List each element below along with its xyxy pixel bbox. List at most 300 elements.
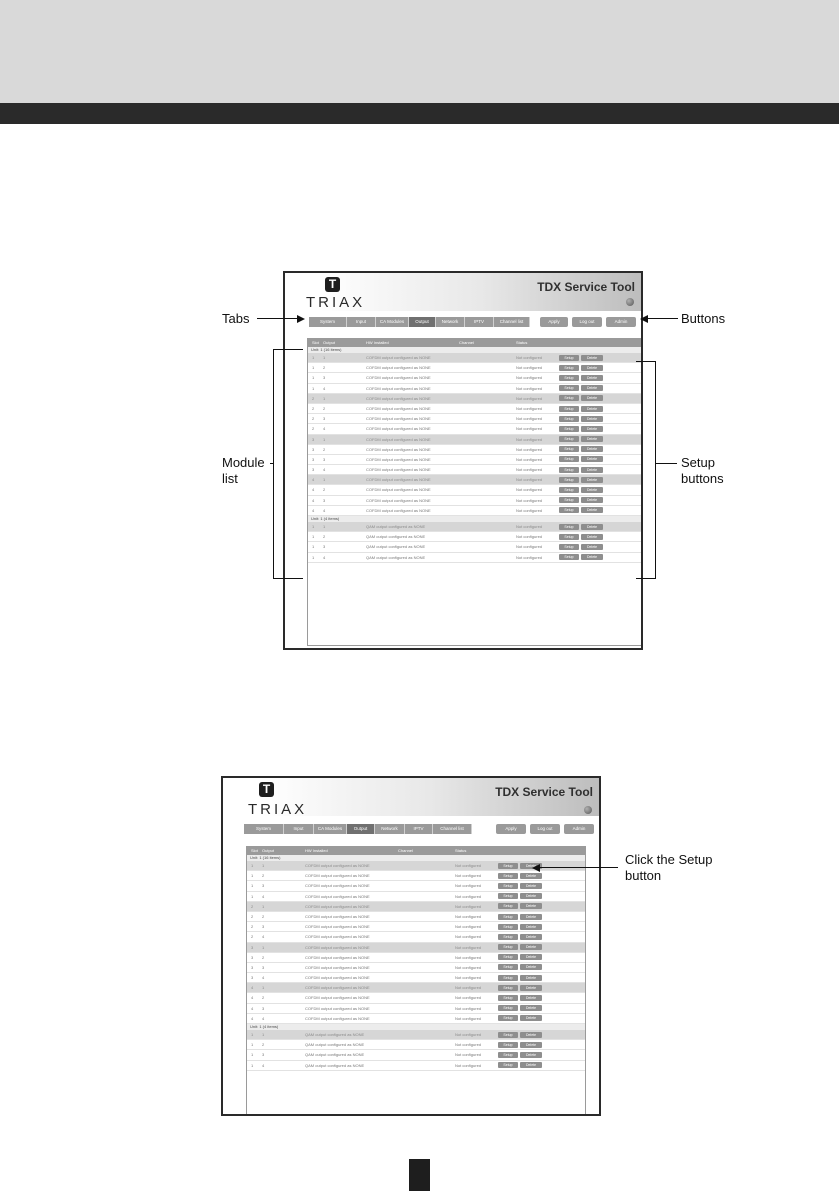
delete-button[interactable]: Delete xyxy=(520,1062,542,1068)
delete-button[interactable]: Delete xyxy=(581,554,603,560)
callout-module-list xyxy=(222,455,265,487)
setup-button[interactable]: Setup xyxy=(498,964,518,970)
table-row xyxy=(308,465,643,475)
cell-output: 4 xyxy=(323,507,326,513)
delete-button[interactable]: Delete xyxy=(581,406,603,412)
cell-slot: 2 xyxy=(312,395,315,401)
setup-button[interactable]: Setup xyxy=(559,534,579,540)
table-row xyxy=(308,363,643,373)
cell-output: 4 xyxy=(323,467,326,473)
bracket-setup-buttons xyxy=(655,361,656,578)
cell-hw-installed: COFDM output configured as NONE xyxy=(366,395,431,401)
cell-status: Not configured xyxy=(455,964,482,970)
setup-button[interactable]: Setup xyxy=(498,1062,518,1068)
cell-output: 4 xyxy=(262,893,265,899)
cell-status: Not configured xyxy=(516,524,543,529)
setup-button[interactable]: Setup xyxy=(498,1005,518,1011)
cell-hw-installed: COFDM output configured as NONE xyxy=(305,863,370,868)
cell-hw-installed: COFDM output configured as NONE xyxy=(366,375,431,381)
cell-hw-installed: COFDM output configured as NONE xyxy=(366,477,431,483)
delete-button[interactable]: Delete xyxy=(520,995,542,1001)
cell-channel xyxy=(398,881,455,890)
cell-slot: 4 xyxy=(251,1015,254,1021)
tab-system[interactable]: System xyxy=(309,317,347,327)
callout-setup-buttons-line2: buttons xyxy=(681,471,724,486)
delete-button[interactable]: Delete xyxy=(520,873,542,879)
cell-hw-installed: COFDM output configured as NONE xyxy=(366,355,431,360)
cell-slot: 4 xyxy=(251,995,254,1001)
row-actions xyxy=(498,892,542,901)
cell-hw-installed: COFDM output configured as NONE xyxy=(305,883,370,889)
delete-button[interactable]: Delete xyxy=(520,975,542,981)
cell-output: 3 xyxy=(262,1052,265,1058)
table-row xyxy=(247,1014,585,1024)
list-header xyxy=(308,339,643,347)
cell-slot: 3 xyxy=(251,975,254,981)
delete-button[interactable]: Delete xyxy=(520,944,542,950)
row-actions xyxy=(498,1030,542,1039)
delete-button[interactable]: Delete xyxy=(581,534,603,540)
delete-button[interactable]: Delete xyxy=(581,456,603,462)
delete-button[interactable]: Delete xyxy=(520,924,542,930)
setup-button[interactable]: Setup xyxy=(498,934,518,940)
table-row xyxy=(247,953,585,963)
setup-button[interactable]: Setup xyxy=(498,1042,518,1048)
delete-button[interactable]: Delete xyxy=(520,964,542,970)
setup-button[interactable]: Setup xyxy=(559,524,579,530)
cell-channel xyxy=(459,553,516,562)
delete-button[interactable]: Delete xyxy=(520,883,542,889)
cell-channel xyxy=(459,532,516,541)
setup-button[interactable]: Setup xyxy=(498,985,518,991)
cell-hw-installed: COFDM output configured as NONE xyxy=(366,426,431,432)
setup-button[interactable]: Setup xyxy=(498,944,518,950)
setup-button[interactable]: Setup xyxy=(498,1032,518,1038)
cell-status: Not configured xyxy=(455,1015,482,1021)
table-row xyxy=(308,506,643,516)
cell-status: Not configured xyxy=(455,893,482,899)
arrow-left-icon xyxy=(532,864,540,872)
row-actions xyxy=(498,922,542,931)
tab-network[interactable]: Network xyxy=(375,824,405,834)
triax-logo-mark: T xyxy=(325,277,340,292)
cell-status: Not configured xyxy=(455,863,482,868)
setup-button[interactable]: Setup xyxy=(498,893,518,899)
cell-output: 3 xyxy=(262,924,265,930)
setup-button[interactable]: Setup xyxy=(498,1015,518,1021)
cell-slot: 1 xyxy=(251,1052,254,1058)
row-actions xyxy=(498,1050,542,1059)
cell-hw-installed: COFDM output configured as NONE xyxy=(366,436,431,442)
cell-output: 3 xyxy=(323,497,326,503)
tab-network[interactable]: Network xyxy=(436,317,465,327)
cell-status: Not configured xyxy=(455,954,482,960)
row-actions xyxy=(498,963,542,972)
cell-hw-installed: COFDM output configured as NONE xyxy=(305,985,370,991)
cell-output: 2 xyxy=(323,365,326,371)
admin-button[interactable]: Admin xyxy=(606,317,636,327)
delete-button[interactable]: Delete xyxy=(520,903,542,909)
cell-output: 1 xyxy=(323,355,326,360)
row-actions xyxy=(498,1004,542,1013)
cell-hw-installed: COFDM output configured as NONE xyxy=(305,924,370,930)
row-actions xyxy=(559,435,603,444)
cell-channel xyxy=(398,912,455,921)
table-row xyxy=(247,1061,585,1071)
cell-output: 4 xyxy=(323,385,326,391)
tab-input[interactable]: Input xyxy=(284,824,314,834)
cell-status: Not configured xyxy=(455,1032,482,1037)
setup-button[interactable]: Setup xyxy=(498,883,518,889)
list-header xyxy=(247,847,585,855)
delete-button[interactable]: Delete xyxy=(581,477,603,483)
cell-channel xyxy=(398,1040,455,1049)
cell-channel xyxy=(398,871,455,880)
button-group xyxy=(496,824,594,834)
tab-channel-list[interactable]: Channel list xyxy=(433,824,472,834)
cell-hw-installed: COFDM output configured as NONE xyxy=(305,1005,370,1011)
cell-slot: 3 xyxy=(312,456,315,462)
tab-output[interactable]: Output xyxy=(347,824,375,834)
cell-status: Not configured xyxy=(455,924,482,930)
cell-hw-installed: COFDM output configured as NONE xyxy=(305,903,370,909)
table-row xyxy=(308,553,643,563)
setup-button[interactable]: Setup xyxy=(498,863,518,869)
cell-slot: 3 xyxy=(312,467,315,473)
delete-button[interactable]: Delete xyxy=(520,954,542,960)
cell-hw-installed: COFDM output configured as NONE xyxy=(305,954,370,960)
row-actions xyxy=(559,414,603,423)
cell-status: Not configured xyxy=(516,554,543,560)
cell-output: 3 xyxy=(262,1005,265,1011)
table-row xyxy=(247,973,585,983)
app-header xyxy=(223,778,599,816)
cell-channel xyxy=(459,445,516,454)
delete-button[interactable]: Delete xyxy=(581,436,603,442)
delete-button[interactable]: Delete xyxy=(581,524,603,530)
setup-button[interactable]: Setup xyxy=(559,467,579,473)
cell-status: Not configured xyxy=(516,395,543,401)
module-list xyxy=(307,338,643,646)
cell-channel xyxy=(398,1061,455,1070)
figure-click-setup xyxy=(221,776,601,1116)
page-header-bar xyxy=(0,103,839,124)
cell-status: Not configured xyxy=(516,446,543,452)
cell-status: Not configured xyxy=(516,487,543,493)
setup-button[interactable]: Setup xyxy=(559,365,579,371)
cell-channel xyxy=(398,861,455,870)
bracket-module-list xyxy=(273,578,303,579)
cell-hw-installed: QAM output configured as NONE xyxy=(305,1062,365,1068)
cell-slot: 4 xyxy=(312,507,315,513)
cell-status: Not configured xyxy=(516,385,543,391)
cell-hw-installed: COFDM output configured as NONE xyxy=(366,497,431,503)
cell-hw-installed: QAM output configured as NONE xyxy=(366,534,426,540)
cell-slot: 4 xyxy=(251,1005,254,1011)
cell-channel xyxy=(459,435,516,444)
bracket-setup-buttons xyxy=(636,578,656,579)
figure-overview xyxy=(283,271,643,650)
cell-channel xyxy=(398,892,455,901)
list-body xyxy=(247,855,585,1071)
callout-click-setup-line1: Click the Setup xyxy=(625,852,713,867)
tab-iptv[interactable]: IPTV xyxy=(405,824,433,834)
app-title: TDX Service Tool xyxy=(495,785,593,799)
delete-button[interactable]: Delete xyxy=(581,426,603,432)
cell-hw-installed: COFDM output configured as NONE xyxy=(366,365,431,371)
setup-button[interactable]: Setup xyxy=(498,954,518,960)
status-led-icon xyxy=(584,806,592,814)
screenshot-frame xyxy=(283,271,643,650)
row-actions xyxy=(498,973,542,982)
cell-status: Not configured xyxy=(516,426,543,432)
delete-button[interactable]: Delete xyxy=(520,863,542,869)
callout-click-setup-line2: button xyxy=(625,868,662,883)
cell-status: Not configured xyxy=(516,456,543,462)
row-actions xyxy=(559,485,603,494)
delete-button[interactable]: Delete xyxy=(520,1005,542,1011)
row-actions xyxy=(498,902,542,911)
delete-button[interactable]: Delete xyxy=(520,1042,542,1048)
setup-button[interactable]: Setup xyxy=(559,355,579,361)
cell-status: Not configured xyxy=(516,416,543,422)
cell-output: 1 xyxy=(323,477,326,483)
row-actions xyxy=(559,465,603,474)
cell-output: 1 xyxy=(262,1032,265,1037)
row-actions xyxy=(559,496,603,505)
cell-slot: 2 xyxy=(251,903,254,909)
cell-status: Not configured xyxy=(455,913,482,919)
row-actions xyxy=(559,455,603,464)
delete-button[interactable]: Delete xyxy=(581,544,603,550)
cell-status: Not configured xyxy=(455,985,482,991)
cell-slot: 1 xyxy=(312,365,315,371)
setup-button[interactable]: Setup xyxy=(498,873,518,879)
cell-hw-installed: COFDM output configured as NONE xyxy=(366,446,431,452)
cell-status: Not configured xyxy=(455,1062,482,1068)
setup-button[interactable]: Setup xyxy=(498,914,518,920)
cell-status: Not configured xyxy=(455,995,482,1001)
setup-button[interactable]: Setup xyxy=(559,456,579,462)
cell-hw-installed: COFDM output configured as NONE xyxy=(366,416,431,422)
cell-slot: 3 xyxy=(251,964,254,970)
table-row xyxy=(247,1050,585,1060)
row-actions xyxy=(559,424,603,433)
setup-button[interactable]: Setup xyxy=(559,446,579,452)
setup-button[interactable]: Setup xyxy=(559,385,579,391)
tab-ca-modules[interactable]: CA Modules xyxy=(376,317,409,327)
delete-button[interactable]: Delete xyxy=(520,1052,542,1058)
row-actions xyxy=(498,953,542,962)
cell-output: 2 xyxy=(262,1042,265,1048)
cell-channel xyxy=(459,414,516,423)
row-actions xyxy=(498,983,542,992)
cell-slot: 1 xyxy=(312,385,315,391)
cell-status: Not configured xyxy=(516,436,543,442)
row-actions xyxy=(559,445,603,454)
col-slot: Slot xyxy=(251,848,258,853)
cell-status: Not configured xyxy=(516,467,543,473)
delete-button[interactable]: Delete xyxy=(520,893,542,899)
cell-output: 2 xyxy=(323,446,326,452)
cell-output: 1 xyxy=(323,436,326,442)
cell-output: 2 xyxy=(262,913,265,919)
setup-button[interactable]: Setup xyxy=(559,436,579,442)
cell-status: Not configured xyxy=(455,934,482,940)
group-header[interactable]: Unit: 1 (4 items) xyxy=(308,516,643,522)
delete-button[interactable]: Delete xyxy=(581,487,603,493)
arrow-right-icon xyxy=(297,315,305,323)
tab-bar xyxy=(244,824,472,833)
delete-button[interactable]: Delete xyxy=(581,467,603,473)
setup-button[interactable]: Setup xyxy=(559,406,579,412)
setup-button[interactable]: Setup xyxy=(559,507,579,513)
delete-button[interactable]: Delete xyxy=(581,446,603,452)
delete-button[interactable]: Delete xyxy=(581,365,603,371)
apply-button[interactable]: Apply xyxy=(540,317,568,327)
cell-output: 2 xyxy=(323,487,326,493)
setup-button[interactable]: Setup xyxy=(559,416,579,422)
setup-button[interactable]: Setup xyxy=(559,554,579,560)
delete-button[interactable]: Delete xyxy=(520,1015,542,1021)
cell-slot: 2 xyxy=(312,416,315,422)
cell-output: 4 xyxy=(323,554,326,560)
status-led-icon xyxy=(626,298,634,306)
group-header[interactable]: Unit: 1 (16 items) xyxy=(247,855,585,861)
cell-channel xyxy=(459,384,516,393)
cell-hw-installed: COFDM output configured as NONE xyxy=(366,405,431,411)
col-hw-installed: HW Installed xyxy=(305,848,328,853)
log-out-button[interactable]: Log out xyxy=(530,824,560,834)
cell-hw-installed: COFDM output configured as NONE xyxy=(305,1015,370,1021)
cell-output: 3 xyxy=(262,883,265,889)
delete-button[interactable]: Delete xyxy=(581,375,603,381)
cell-slot: 1 xyxy=(251,873,254,879)
cell-hw-installed: COFDM output configured as NONE xyxy=(366,507,431,513)
cell-channel xyxy=(398,1030,455,1039)
setup-button[interactable]: Setup xyxy=(498,1052,518,1058)
cell-slot: 2 xyxy=(312,405,315,411)
callout-line xyxy=(648,318,678,319)
tab-ca-modules[interactable]: CA Modules xyxy=(314,824,347,834)
cell-status: Not configured xyxy=(455,883,482,889)
row-actions xyxy=(559,553,603,562)
callout-module-list-line1: Module xyxy=(222,455,265,470)
row-actions xyxy=(559,506,603,515)
col-hw-installed: HW Installed xyxy=(366,340,389,345)
cell-slot: 4 xyxy=(251,985,254,991)
cell-slot: 2 xyxy=(251,913,254,919)
group-header[interactable]: Unit: 1 (16 items) xyxy=(308,347,643,353)
cell-slot: 2 xyxy=(312,426,315,432)
setup-button[interactable]: Setup xyxy=(498,903,518,909)
delete-button[interactable]: Delete xyxy=(520,1032,542,1038)
table-row xyxy=(247,1040,585,1050)
cell-hw-installed: COFDM output configured as NONE xyxy=(305,934,370,940)
delete-button[interactable]: Delete xyxy=(520,914,542,920)
col-status: Status xyxy=(516,340,528,345)
cell-slot: 4 xyxy=(312,497,315,503)
row-actions xyxy=(498,871,542,880)
bracket-module-list xyxy=(273,349,303,350)
cell-status: Not configured xyxy=(455,975,482,981)
table-row xyxy=(247,881,585,891)
setup-button[interactable]: Setup xyxy=(559,487,579,493)
cell-output: 2 xyxy=(323,405,326,411)
delete-button[interactable]: Delete xyxy=(520,934,542,940)
cell-channel xyxy=(459,373,516,382)
delete-button[interactable]: Delete xyxy=(581,507,603,513)
setup-button[interactable]: Setup xyxy=(559,477,579,483)
cell-hw-installed: COFDM output configured as NONE xyxy=(305,944,370,950)
setup-button[interactable]: Setup xyxy=(559,497,579,503)
delete-button[interactable]: Delete xyxy=(581,395,603,401)
cell-channel xyxy=(459,496,516,505)
setup-button[interactable]: Setup xyxy=(498,995,518,1001)
cell-output: 3 xyxy=(323,456,326,462)
tab-iptv[interactable]: IPTV xyxy=(465,317,494,327)
cell-status: Not configured xyxy=(516,375,543,381)
cell-status: Not configured xyxy=(455,944,482,950)
table-row xyxy=(247,932,585,942)
tab-input[interactable]: Input xyxy=(347,317,376,327)
log-out-button[interactable]: Log out xyxy=(572,317,602,327)
row-actions xyxy=(559,353,603,362)
cell-channel xyxy=(398,983,455,992)
setup-button[interactable]: Setup xyxy=(559,426,579,432)
cell-hw-installed: QAM output configured as NONE xyxy=(366,554,426,560)
setup-button[interactable]: Setup xyxy=(498,924,518,930)
screenshot-frame xyxy=(221,776,601,1116)
cell-slot: 1 xyxy=(312,554,315,560)
delete-button[interactable]: Delete xyxy=(581,497,603,503)
apply-button[interactable]: Apply xyxy=(496,824,526,834)
cell-output: 4 xyxy=(323,426,326,432)
tab-system[interactable]: System xyxy=(244,824,284,834)
cell-output: 4 xyxy=(262,975,265,981)
cell-slot: 1 xyxy=(251,883,254,889)
tab-channel-list[interactable]: Channel list xyxy=(494,317,530,327)
setup-button[interactable]: Setup xyxy=(559,395,579,401)
delete-button[interactable]: Delete xyxy=(581,355,603,361)
callout-module-list-line2: list xyxy=(222,471,238,486)
cell-channel xyxy=(398,1014,455,1023)
cell-output: 1 xyxy=(323,395,326,401)
table-row xyxy=(308,384,643,394)
cell-slot: 3 xyxy=(251,954,254,960)
table-row xyxy=(308,414,643,424)
admin-button[interactable]: Admin xyxy=(564,824,594,834)
setup-button[interactable]: Setup xyxy=(559,375,579,381)
delete-button[interactable]: Delete xyxy=(581,416,603,422)
group-header[interactable]: Unit: 1 (4 items) xyxy=(247,1024,585,1030)
tab-output[interactable]: Output xyxy=(409,317,436,327)
delete-button[interactable]: Delete xyxy=(581,385,603,391)
table-row xyxy=(308,373,643,383)
cell-slot: 1 xyxy=(251,863,254,868)
cell-channel xyxy=(459,485,516,494)
table-row xyxy=(247,1004,585,1014)
row-actions xyxy=(559,404,603,413)
cell-hw-installed: COFDM output configured as NONE xyxy=(305,975,370,981)
setup-button[interactable]: Setup xyxy=(559,544,579,550)
cell-channel xyxy=(459,394,516,403)
cell-output: 4 xyxy=(262,1062,265,1068)
row-actions xyxy=(559,542,603,551)
setup-button[interactable]: Setup xyxy=(498,975,518,981)
cell-channel xyxy=(398,963,455,972)
delete-button[interactable]: Delete xyxy=(520,985,542,991)
